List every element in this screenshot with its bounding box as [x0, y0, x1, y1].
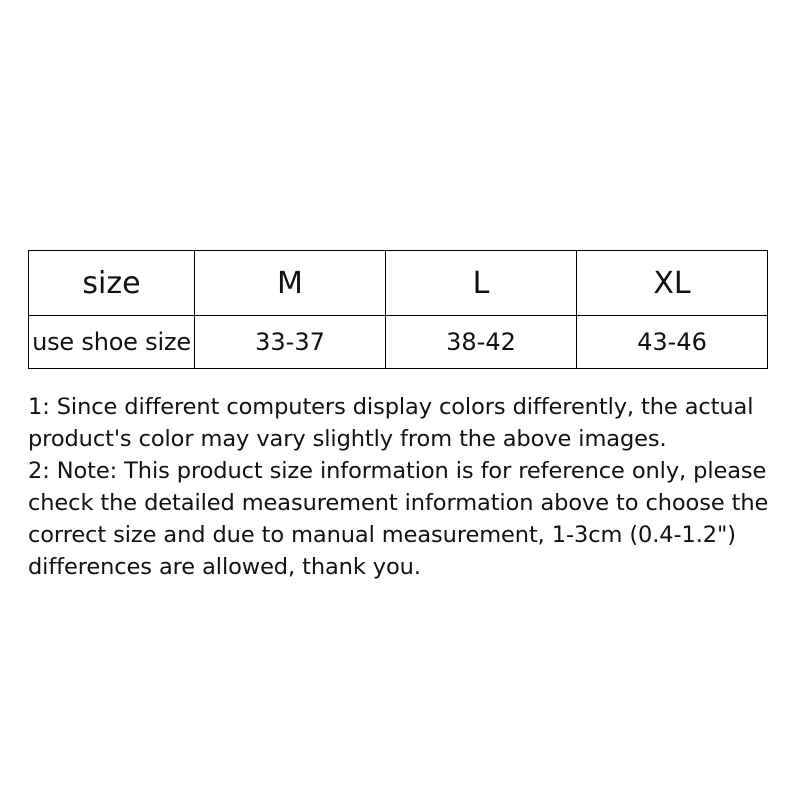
- header-cell-m: M: [195, 251, 386, 316]
- cell-shoe-size-m: 33-37: [195, 316, 386, 369]
- cell-shoe-size-l: 38-42: [386, 316, 577, 369]
- header-cell-xl: XL: [577, 251, 768, 316]
- table-header-row: [29, 251, 768, 316]
- notes-block: [28, 391, 772, 583]
- header-cell-l: L: [386, 251, 577, 316]
- note-line-2: 2: Note: This product size information is for reference only, please check the detailed measurement information above to choose the correct size and due to manual measurement, 1-3cm (0.4-1.2") differences are allowed, thank you.: [28, 458, 769, 580]
- note-line-1: 1: Since different computers display colors differently, the actual product's color may vary slightly from the above images.: [28, 394, 754, 452]
- cell-shoe-size-xl: 43-46: [577, 316, 768, 369]
- header-cell-size: size: [29, 251, 195, 316]
- size-table: [28, 250, 768, 369]
- table-row: [29, 316, 768, 369]
- row-label-use-shoe-size: use shoe size: [29, 316, 195, 369]
- size-chart-content: [28, 250, 772, 583]
